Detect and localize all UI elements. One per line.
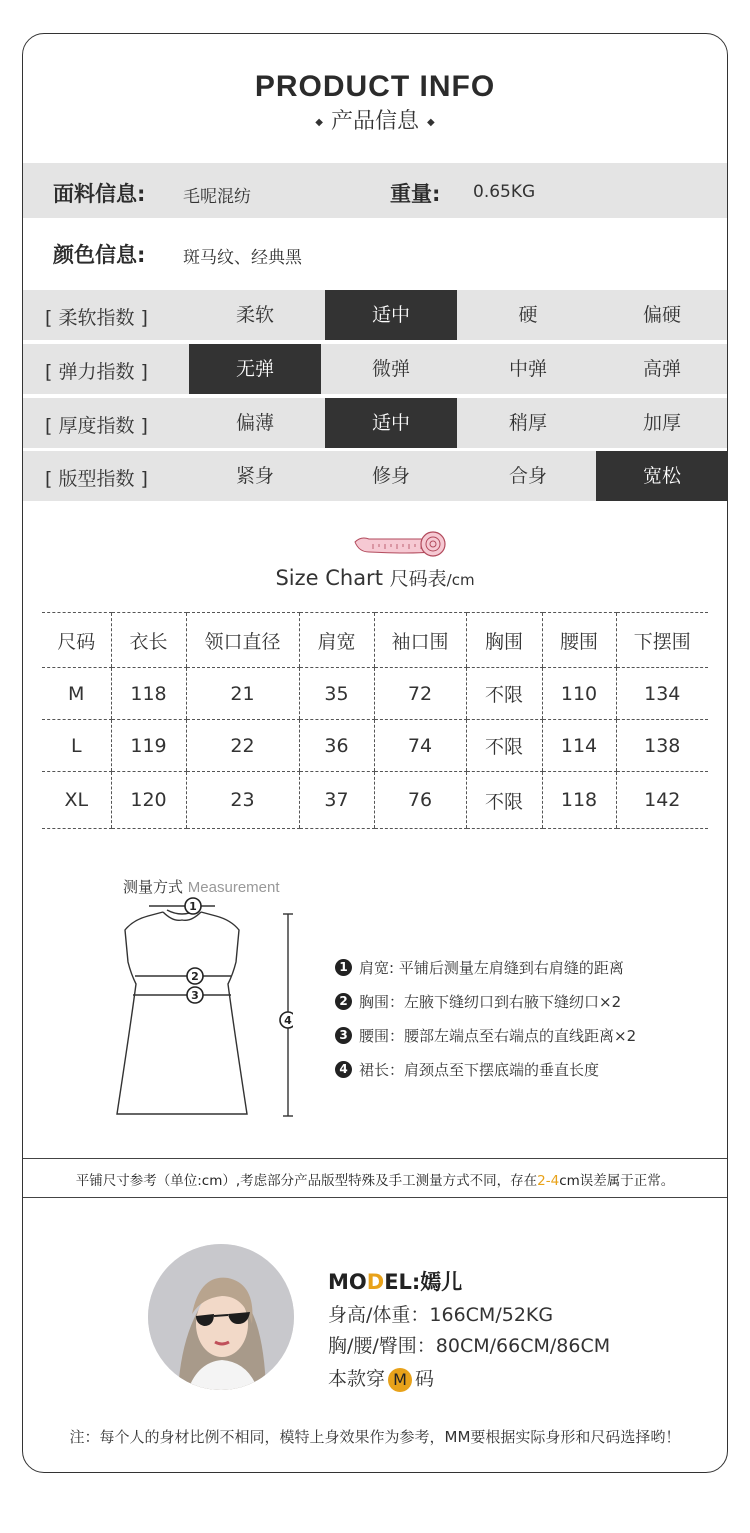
- index-row: [23, 290, 727, 340]
- fabric-weight-row: [23, 163, 727, 218]
- index-label: [ 柔软指数 ]: [45, 307, 148, 329]
- legend-item: [335, 984, 636, 1018]
- footnote: 注：每个人的身材比例不相同，模特上身效果作为参考，MM要根据实际身形和尺码选择哟！: [69, 1428, 681, 1446]
- legend-item: [335, 950, 636, 984]
- color-label: 颜色信息:: [53, 243, 146, 267]
- diamond-icon: ◆: [315, 116, 323, 128]
- table-cell: 118: [542, 772, 616, 829]
- index-option: 中弹: [508, 358, 547, 380]
- size-chart-unit: /cm: [446, 571, 475, 589]
- model-title: [328, 1266, 462, 1296]
- svg-text:4: 4: [284, 1014, 292, 1027]
- table-cell: 不限: [466, 720, 542, 772]
- color-row: [23, 224, 727, 279]
- table-cell: 119: [111, 720, 186, 772]
- number-badge-icon: 4: [335, 1061, 352, 1078]
- legend-text: 肩宽: 平铺后测量左肩缝到右肩缝的距离: [359, 958, 624, 977]
- dress-diagram: [103, 892, 293, 1122]
- index-option: 修身: [371, 465, 410, 487]
- table-row: [42, 720, 708, 772]
- index-option-selected: 无弹: [189, 344, 321, 394]
- title-english: PRODUCT INFO: [254, 70, 496, 103]
- table-cell: 22: [186, 720, 299, 772]
- index-option: 合身: [508, 465, 547, 487]
- model-title-b: D: [366, 1270, 385, 1294]
- diamond-icon: ◆: [427, 116, 435, 128]
- index-label: [ 版型指数 ]: [45, 468, 148, 490]
- svg-text:2: 2: [191, 970, 199, 983]
- table-cell: 142: [616, 772, 708, 829]
- table-cell: 120: [111, 772, 186, 829]
- size-table: [42, 612, 708, 829]
- index-option: 柔软: [235, 304, 274, 326]
- table-header-cell: 腰围: [542, 613, 616, 668]
- index-option-selected: 宽松: [596, 451, 728, 501]
- model-title-c: EL:嫣儿: [384, 1270, 463, 1294]
- table-cell: 114: [542, 720, 616, 772]
- legend-text: 腰围：腰部左端点至右端点的直线距离×2: [359, 1026, 637, 1045]
- table-cell: 37: [299, 772, 374, 829]
- weight-label: 重量:: [390, 182, 441, 206]
- number-badge-icon: 1: [335, 959, 352, 976]
- table-header-row: [42, 613, 708, 668]
- svg-text:1: 1: [189, 900, 197, 913]
- measurement-legend: [335, 950, 636, 1086]
- index-label: [ 弹力指数 ]: [45, 361, 148, 383]
- notice-text: [23, 1169, 727, 1189]
- index-option: 高弹: [642, 358, 681, 380]
- svg-text:3: 3: [191, 989, 199, 1002]
- index-option: 偏硬: [642, 304, 681, 326]
- table-cell: 110: [542, 668, 616, 720]
- color-value: 斑马纹、经典黑: [183, 248, 302, 268]
- notice-bar: [23, 1158, 727, 1198]
- index-option-selected: 适中: [325, 398, 457, 448]
- legend-text: 裙长：肩颈点至下摆底端的垂直长度: [359, 1060, 600, 1079]
- wear-after: 码: [415, 1368, 435, 1390]
- measurement-title-en: Measurement: [187, 879, 280, 896]
- table-header-cell: 胸围: [466, 613, 542, 668]
- index-row: [23, 398, 727, 448]
- table-cell: 134: [616, 668, 708, 720]
- index-row: [23, 344, 727, 394]
- number-badge-icon: 3: [335, 1027, 352, 1044]
- model-measurements: 胸/腰/臀围：80CM/66CM/86CM: [328, 1335, 611, 1357]
- model-wear-size: [328, 1364, 434, 1392]
- table-header-cell: 下摆围: [616, 613, 708, 668]
- table-header-cell: 衣长: [111, 613, 186, 668]
- size-chart-title-cn: 尺码表: [389, 568, 447, 590]
- table-cell: M: [42, 668, 111, 720]
- table-cell: 74: [374, 720, 466, 772]
- index-option: 加厚: [642, 412, 681, 434]
- model-title-a: MO: [328, 1270, 367, 1294]
- size-chart-title-en: Size Chart: [275, 566, 383, 590]
- title-chinese: [23, 104, 727, 135]
- table-header-cell: 尺码: [42, 613, 111, 668]
- index-option: 稍厚: [508, 412, 547, 434]
- title-chinese-text: 产品信息: [330, 109, 419, 134]
- table-cell: 不限: [466, 772, 542, 829]
- size-badge: M: [388, 1368, 412, 1392]
- notice-before: 平铺尺寸参考（单位:cm）,考虑部分产品版型特殊及手工测量方式不同，存在: [75, 1173, 538, 1189]
- legend-text: 胸围：左腋下缝纫口到右腋下缝纫口×2: [359, 992, 622, 1011]
- measurement-title-cn: 测量方式: [123, 878, 184, 896]
- table-cell: L: [42, 720, 111, 772]
- index-row: [23, 451, 727, 501]
- table-cell: 72: [374, 668, 466, 720]
- model-height-weight: 身高/体重：166CM/52KG: [328, 1304, 554, 1326]
- legend-item: [335, 1018, 636, 1052]
- fabric-value: 毛呢混纺: [183, 187, 251, 207]
- table-cell: 36: [299, 720, 374, 772]
- table-cell: 118: [111, 668, 186, 720]
- size-chart-title: [23, 564, 727, 591]
- table-cell: 76: [374, 772, 466, 829]
- table-header-cell: 肩宽: [299, 613, 374, 668]
- notice-highlight: 2-4: [537, 1173, 560, 1189]
- number-badge-icon: 2: [335, 993, 352, 1010]
- table-cell: 35: [299, 668, 374, 720]
- table-header-cell: 袖口围: [374, 613, 466, 668]
- index-label: [ 厚度指数 ]: [45, 415, 148, 437]
- index-option: 偏薄: [235, 412, 274, 434]
- index-option: 紧身: [235, 465, 274, 487]
- product-info-card: [22, 33, 728, 1473]
- table-cell: XL: [42, 772, 111, 829]
- table-row: [42, 668, 708, 720]
- index-option-selected: 适中: [325, 290, 457, 340]
- table-row: [42, 772, 708, 829]
- notice-after: cm误差属于正常。: [559, 1173, 675, 1189]
- measuring-tape-icon: [351, 530, 447, 558]
- table-cell: 21: [186, 668, 299, 720]
- table-cell: 不限: [466, 668, 542, 720]
- index-option: 微弹: [371, 358, 410, 380]
- weight-value: 0.65KG: [473, 182, 536, 202]
- index-option: 硬: [518, 304, 538, 326]
- fabric-label: 面料信息:: [53, 182, 146, 206]
- legend-item: [335, 1052, 636, 1086]
- table-cell: 138: [616, 720, 708, 772]
- model-avatar: [148, 1244, 294, 1390]
- table-cell: 23: [186, 772, 299, 829]
- wear-before: 本款穿: [328, 1368, 386, 1390]
- table-header-cell: 领口直径: [186, 613, 299, 668]
